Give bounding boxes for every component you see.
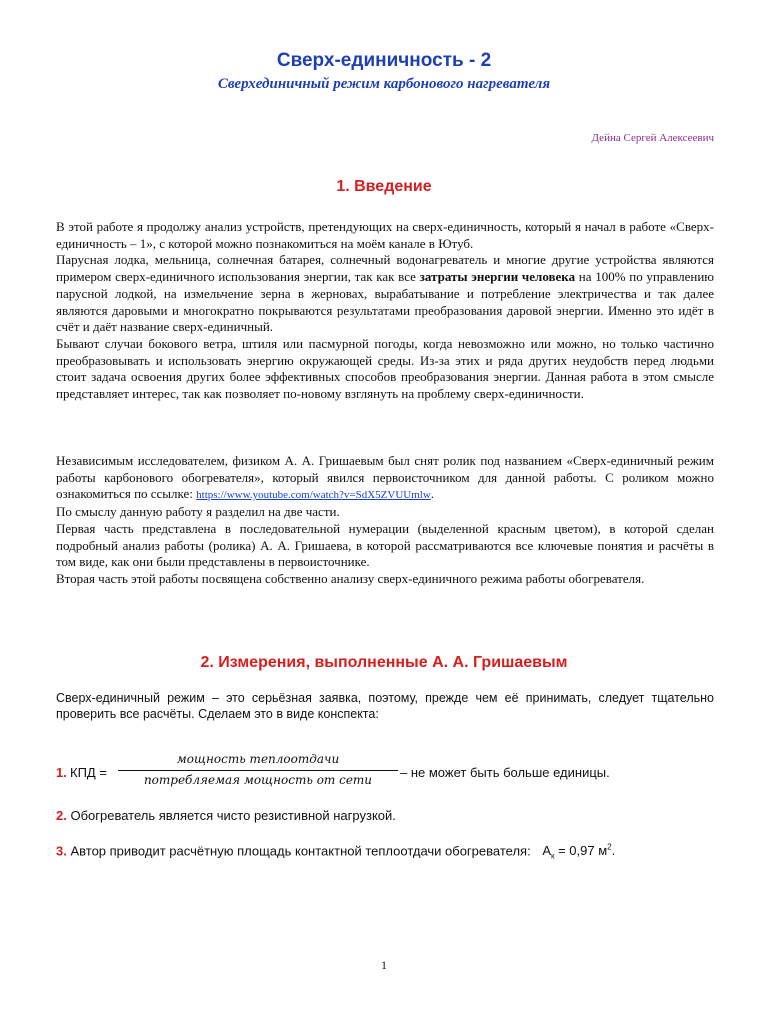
- youtube-link[interactable]: https://www.youtube.com/watch?v=SdX5ZVUUmlw: [196, 489, 431, 502]
- paragraph-5: По смыслу данную работу я разделил на две части.: [56, 504, 340, 520]
- area-superscript: 2: [607, 843, 612, 852]
- fraction-bar: [118, 770, 398, 771]
- document-subtitle: Сверхединичный режим карбонового нагревателя: [217, 76, 551, 92]
- paragraph-2-bold: затраты энергии человека: [419, 269, 576, 285]
- fraction-denominator: потребляемая мощность от сети: [143, 773, 373, 787]
- section1-body-2: [56, 453, 714, 588]
- efficiency-label: КПД =: [70, 765, 107, 780]
- paragraph-1: В этой работе я продолжу анализ устройств, претендующих на сверх-единичность, который я начал в работе «Сверх-единичность – 1», с которой можно познакомиться на моём канале в Ютуб.: [56, 219, 714, 251]
- section1-heading: 1. Введение: [336, 178, 432, 195]
- item-2-number: 2.: [56, 808, 67, 823]
- paragraph-7: Вторая часть этой работы посвящена собственно анализу сверх-единичного режима работы обогревателя.: [56, 570, 645, 586]
- efficiency-note: – не может быть больше единицы.: [400, 765, 610, 780]
- fraction-numerator: мощность теплоотдачи: [176, 752, 340, 766]
- efficiency-fraction: [118, 752, 398, 787]
- section2-heading: 2. Измерения, выполненные А. А. Гришаевым: [200, 654, 568, 671]
- item-3: [56, 843, 615, 861]
- document-title: Сверх-единичность - 2: [276, 50, 492, 71]
- area-subscript: к: [550, 851, 555, 861]
- item-2: [56, 808, 396, 823]
- section2-intro: [56, 690, 714, 722]
- item-3-number: 3.: [56, 843, 67, 859]
- area-end: .: [611, 843, 616, 859]
- paragraph-2-start: Парусная лодка, мельница, солнечная батарея, солнечный водонагреватель и многие другие устройства являются примером сверх-единичного использования энергии, так как все: [56, 252, 714, 285]
- paragraph-4-text: Независимым исследователем, физиком А. А. Гришаевым был снят ролик под названием «Сверх-единичный режим работы карбонового обогревателя», который явился первоисточником для данной работы. С роликом можно ознакомиться по ссылке:: [56, 453, 714, 502]
- item-3-text: Автор приводит расчётную площадь контактной теплоотдачи обогревателя:: [70, 843, 531, 859]
- page-number: 1: [381, 958, 387, 972]
- section2-intro-text: Сверх-единичный режим – это серьёзная заявка, поэтому, прежде чем её принимать, следует тщательно проверить все расчёты. Сделаем это в виде конспекта:: [56, 691, 714, 722]
- section1-body: [56, 219, 714, 403]
- paragraph-2: [56, 252, 714, 336]
- area-number: = 0,97 м: [554, 843, 608, 859]
- paragraph-4-end: .: [430, 486, 435, 502]
- paragraph-2-end: на 100% по управлению парусной лодкой, на измельчение зерна в жерновах, вырабатывание и потребление электричества и так далее являются даровыми и многократно покрываются результатами преобразования даровой энергии. Именно это идёт в счёт и даёт название сверх-единичный.: [56, 269, 714, 335]
- author-name: Дейна Сергей Алексеевич: [591, 132, 714, 144]
- item-1-number: 1.: [56, 765, 67, 780]
- efficiency-formula: [56, 752, 656, 792]
- paragraph-6: Первая часть представлена в последовательной нумерации (выделенной красным цветом), в которой сделан подробный анализ работы (ролика) А. А. Гришаева, в которой рассматриваются все ключевые понятия и расчёты в том виде, как они были представлены в первоисточнике.: [56, 520, 714, 570]
- paragraph-3: Бывают случаи бокового ветра, штиля или пасмурной погоды, когда невозможно или можно, но только частично преобразовывать и использовать энергию окружающей среды. Из-за этих и ряда других неудобств перед людьми стоит задача освоения других более эффективных способов преобразования энергии. Данная работа в этом смысле представляет интерес, так как позволяет по-новому взглянуть на проблему сверх-единичности.: [56, 335, 714, 402]
- paragraph-4: [56, 453, 714, 504]
- item-2-text: Обогреватель является чисто резистивной нагрузкой.: [70, 808, 396, 823]
- area-value: [542, 843, 616, 861]
- area-variable: A: [542, 843, 551, 859]
